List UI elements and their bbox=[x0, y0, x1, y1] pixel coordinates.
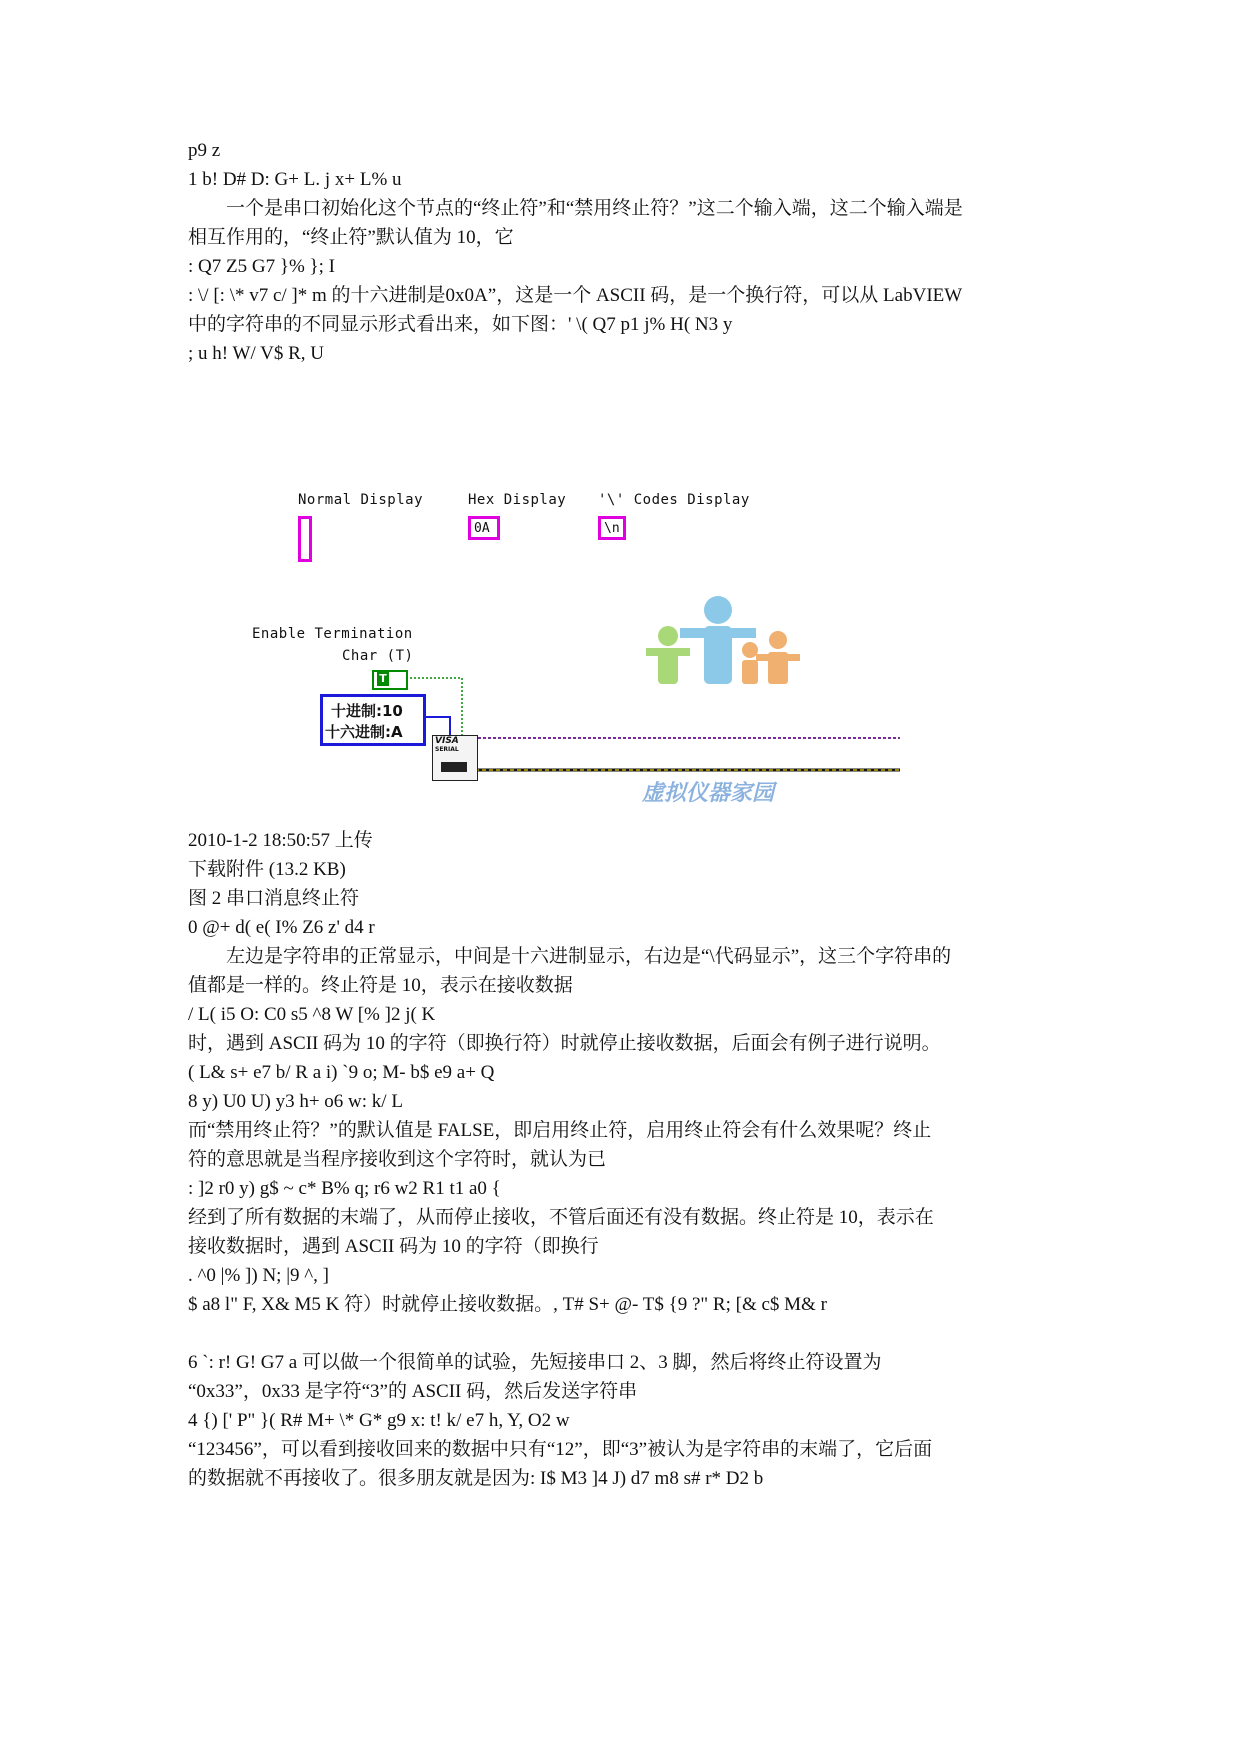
text-line: 0 @+ d( e( I% Z6 z' d4 r bbox=[188, 917, 375, 938]
text-line: 4 {) [' P" }( R# M+ \* G* g9 x: t! k/ e7 h, Y, O2 w bbox=[188, 1410, 570, 1431]
text-line: 的数据就不再接收了。很多朋友就是因为: I$ M3 ]4 J) d7 m8 s# r* D2 b bbox=[188, 1468, 764, 1489]
visa-text: VISA bbox=[435, 736, 459, 746]
text-line: ( L& s+ e7 b/ R a i) `9 o; M- b$ e9 a+ Q bbox=[188, 1062, 495, 1083]
normal-display-label: Normal Display bbox=[298, 492, 424, 508]
text-line: 8 y) U0 U) y3 h+ o6 w: k/ L bbox=[188, 1091, 403, 1112]
text-line: 左边是字符串的正常显示，中间是十六进制显示，右边是“\代码显示”，这三个字符串的 bbox=[226, 946, 952, 967]
figure-labview bbox=[240, 480, 920, 820]
connector-icon bbox=[441, 762, 467, 772]
text-line: “123456”，可以看到接收回来的数据中只有“12”，即“3”被认为是字符串的末端了，它后面 bbox=[188, 1439, 933, 1460]
text-line: $ a8 l" F, X& M5 K 符）时就停止接收数据。, T# S+ @- T$ {9 ?" R; [& c$ M& r bbox=[188, 1294, 827, 1315]
text-line: 而“禁用终止符？”的默认值是 FALSE，即启用终止符，启用终止符会有什么效果呢？终止 bbox=[188, 1120, 932, 1141]
watermark-figures-icon bbox=[640, 596, 820, 716]
termination-char-label: Char (T) bbox=[342, 648, 414, 664]
visa-serial-node bbox=[432, 735, 478, 781]
hex-display-value: 0A bbox=[474, 521, 490, 536]
text-line: p9 z bbox=[188, 140, 221, 161]
text-line: 1 b! D# D: G+ L. j x+ L% u bbox=[188, 169, 402, 190]
text-line: 值都是一样的。终止符是 10，表示在接收数据 bbox=[188, 975, 573, 996]
text-line: ; u h! W/ V$ R, U bbox=[188, 343, 324, 364]
text-line: “0x33”，0x33 是字符“3”的 ASCII 码，然后发送字符串 bbox=[188, 1381, 638, 1402]
text-line: 时，遇到 ASCII 码为 10 的字符（即换行符）时就停止接收数据，后面会有例子进行说明。 bbox=[188, 1033, 941, 1054]
figure-caption: 图 2 串口消息终止符 bbox=[188, 888, 360, 909]
text-line: 一个是串口初始化这个节点的“终止符”和“禁用终止符？”这二个输入端，这二个输入端是 bbox=[226, 198, 963, 219]
text-line: 中的字符串的不同显示形式看出来，如下图：' \( Q7 p1 j% H( N3 y bbox=[188, 314, 733, 335]
text-line: 经到了所有数据的末端了，从而停止接收，不管后面还有没有数据。终止符是 10，表示在 bbox=[188, 1207, 934, 1228]
bool-value: T bbox=[377, 672, 389, 686]
codes-display-label: '\' Codes Display bbox=[598, 492, 750, 508]
enable-termination-label: Enable Termination bbox=[252, 626, 413, 642]
codes-display-value: \n bbox=[604, 521, 620, 536]
text-line: : ]2 r0 y) g$ ~ c* B% q; r6 w2 R1 t1 a0 { bbox=[188, 1178, 501, 1199]
download-link[interactable]: 下载附件 (13.2 KB) bbox=[188, 859, 346, 880]
text-line: 符的意思就是当程序接收到这个字符时，就认为已 bbox=[188, 1149, 607, 1170]
text-line: : \/ [: \* v7 c/ ]* m 的十六进制是0x0A”，这是一个 ASCII 码，是一个换行符，可以从 LabVIEW bbox=[188, 285, 963, 306]
text-line: : Q7 Z5 G7 }% }; I bbox=[188, 256, 335, 277]
watermark-text: 虚拟仪器家园 bbox=[642, 781, 775, 806]
text-line: . ^0 |% ]) N; |9 ^, ] bbox=[188, 1265, 329, 1286]
text-line: / L( i5 O: C0 s5 ^8 W [% ]2 j( K bbox=[188, 1004, 436, 1025]
text-line: 接收数据时，遇到 ASCII 码为 10 的字符（即换行 bbox=[188, 1236, 599, 1257]
decimal-label: 十进制:10 bbox=[331, 702, 403, 720]
hex-display-label: Hex Display bbox=[468, 492, 567, 508]
bool-wire bbox=[406, 678, 462, 735]
upload-info: 2010-1-2 18:50:57 上传 bbox=[188, 830, 373, 851]
text-line: 6 `: r! G! G7 a 可以做一个很简单的试验，先短接串口 2、3 脚，然后将终止符设置为 bbox=[188, 1352, 882, 1373]
hexadecimal-label: 十六进制:A bbox=[325, 723, 403, 741]
serial-text: SERIAL bbox=[435, 746, 459, 753]
text-line: 相互作用的，“终止符”默认值为 10，它 bbox=[188, 227, 514, 248]
